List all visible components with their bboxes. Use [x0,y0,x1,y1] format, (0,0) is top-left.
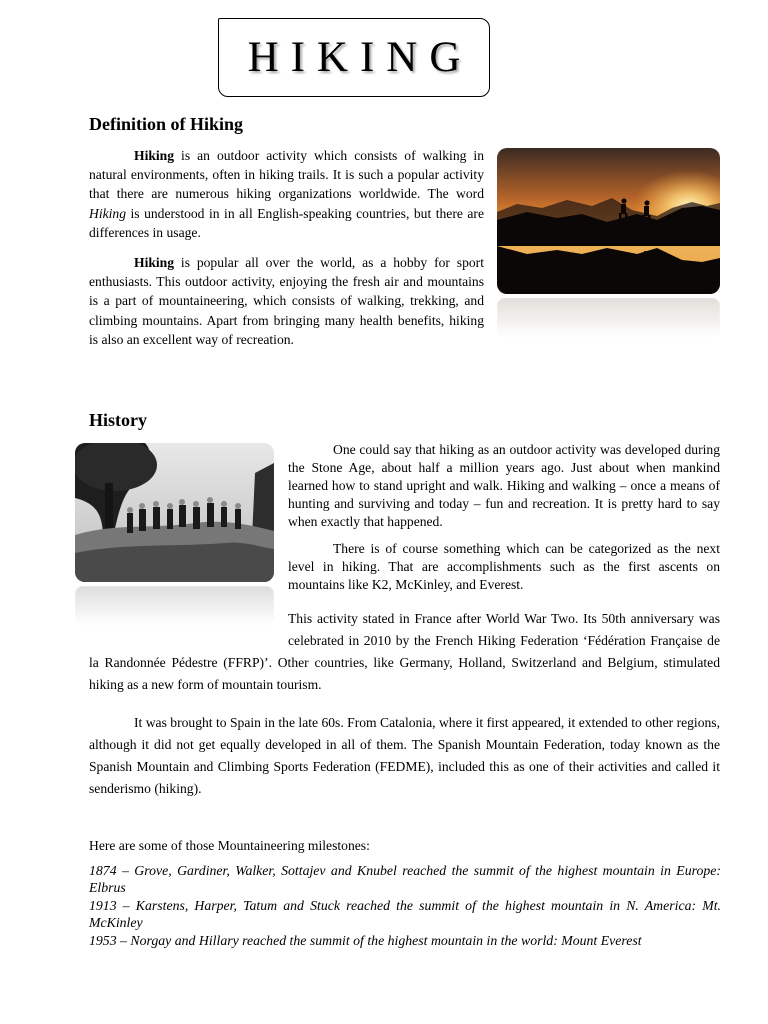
group-photo [75,443,274,582]
milestone-1913: 1913 – Karstens, Harper, Tatum and Stuck reached the summit of the highest mountain in N. America: Mt. McKinley [89,897,721,931]
definition-italic-term: Hiking [89,205,126,221]
document-title: HIKING [247,34,473,81]
milestone-1953: 1953 – Norgay and Hillary reached the summit of the highest mountain in the world: Mount Everest [89,932,642,948]
definition-paragraph-2 [89,253,484,349]
hiking-group-image [75,443,274,626]
history-paragraph-1: One could say that hiking as an outdoor activity was developed during the Stone Age, about half a million years ago. Just about when mankind learned how to stand upright and walk. Hiking and walking – once a means of hunting and surviving and today – fun and recreation. It is pretty hard to say when exactly that happened. [288,442,720,529]
milestone-1874: 1874 – Grove, Gardiner, Walker, Sottajev and Knubel reached the summit of the highest mountain in Europe: Elbrus [89,863,721,896]
definition-text-2: is popular all over the world, as a hobby for sport enthusiasts. This outdoor activity, enjoying the fresh air and mountains is a part of mountaineering, which consists of walking, trekking, and climbing mountains. Apart from bringing many health benefits, hiking is also an excellent way of recreation. [89,255,484,347]
sunset-photo [497,148,720,294]
definition-text-1a: is an outdoor activity which consists of walking in natural environments, often in hiking trails. It is such a popular activity that there are numerous hiking organizations worldwide. The word [89,148,484,202]
definition-paragraph-1 [89,146,484,242]
history-paragraph-2: There is of course something which can be categorized as the next level in hiking. That are accomplishments such as the first ascents on mountains like K2, McKinley, and Everest. [288,541,720,592]
history-heading: History [89,410,147,430]
history-paragraph-4: It was brought to Spain in the late 60s. From Catalonia, where it first appeared, it extended to other regions, although it did not get equally developed in all of them. The Spanish Mountain Federation, today known as the Spanish Mountain and Climbing Sports Federation (FEDME), included this as one of their activities and called it senderismo (hiking). [89,715,720,796]
definition-term-1: Hiking [134,148,175,163]
title-box [218,18,490,97]
history-text-3: This activity stated in France after World War Two. Its 50th anniversary was celebrated in 2010 by the French Hiking Federation ‘Fédération Française de la Randonnée Pédestre (FFRP)’. Other countries, like Germany, Holland, Switzerland and Belgium, stimulated hiking as a new form of mountain tourism. [89,611,720,692]
milestones-intro: Here are some of those Mountaineering milestones: [89,838,370,853]
milestones-list [89,862,721,949]
sunset-photo-reflection [497,298,720,338]
definition-heading: Definition of Hiking [89,114,244,134]
definition-text-1b: is understood in in all English-speaking countries, but there are differences in usage. [89,205,484,240]
definition-term-2: Hiking [134,255,175,270]
history-paragraph-3 [89,608,720,696]
sunset-hikers-image [497,148,720,338]
